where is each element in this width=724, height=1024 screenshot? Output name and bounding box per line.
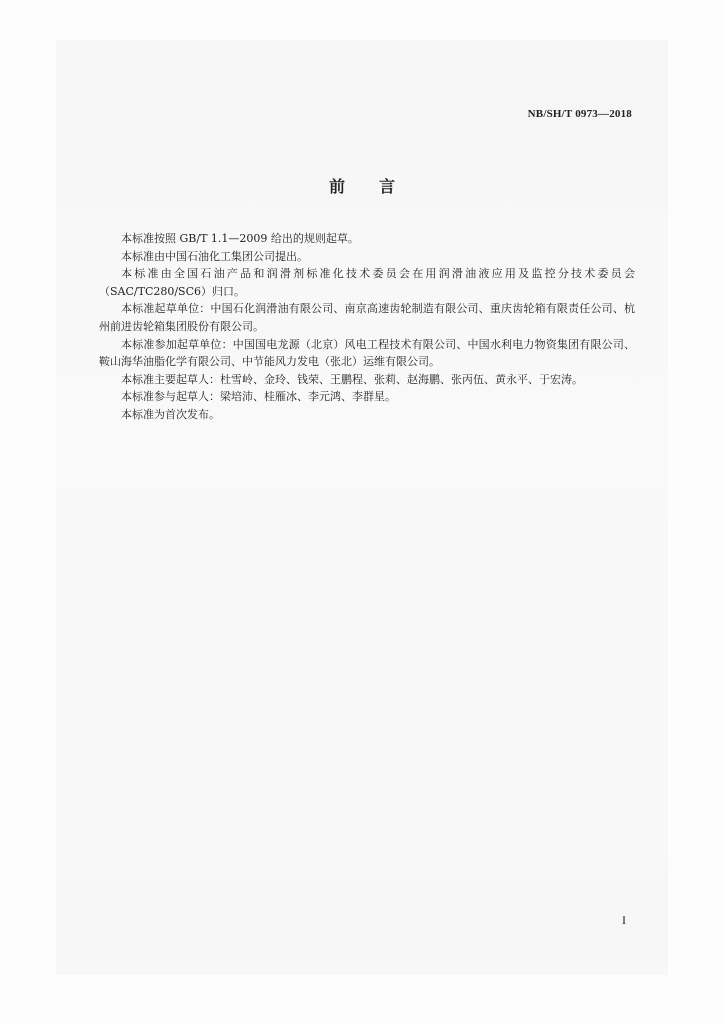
paragraph-first-release: 本标准为首次发布。 (121, 407, 220, 421)
paragraph-drafting-units: 本标准起草单位：中国石化润滑油有限公司、南京高速齿轮制造有限公司、重庆齿轮箱有限责任公司、杭州前进齿轮箱集团股份有限公司。 (99, 302, 635, 333)
paragraph-proposer: 本标准由中国石油化工集团公司提出。 (121, 249, 308, 263)
paragraph-technical-committee: 本标准由全国石油产品和润滑剂标准化技术委员会在用润滑油液应用及监控分技术委员会（SAC/TC280/SC6）归口。 (99, 267, 635, 298)
page-number: I (622, 913, 626, 927)
foreword-body (99, 230, 635, 424)
paragraph-main-drafters: 本标准主要起草人：杜雪岭、金玲、钱荣、王鹏程、张莉、赵海鹏、张丙伍、黄永平、于宏涛。 (121, 372, 583, 386)
paragraph-participating-units: 本标准参加起草单位：中国国电龙源（北京）风电工程技术有限公司、中国水利电力物资集团有限公司、鞍山海华油脂化学有限公司、中节能风力发电（张北）运维有限公司。 (99, 337, 635, 369)
paragraph-participating-drafters: 本标准参与起草人：梁培沛、桂雁冰、李元鸿、李群星。 (121, 390, 396, 404)
paragraph-drafting-rules: 本标准按照 GB/T 1.1—2009 给出的规则起草。 (121, 232, 359, 245)
page-title: 前言 (328, 177, 429, 196)
standard-code: NB/SH/T 0973—2018 (527, 108, 632, 120)
